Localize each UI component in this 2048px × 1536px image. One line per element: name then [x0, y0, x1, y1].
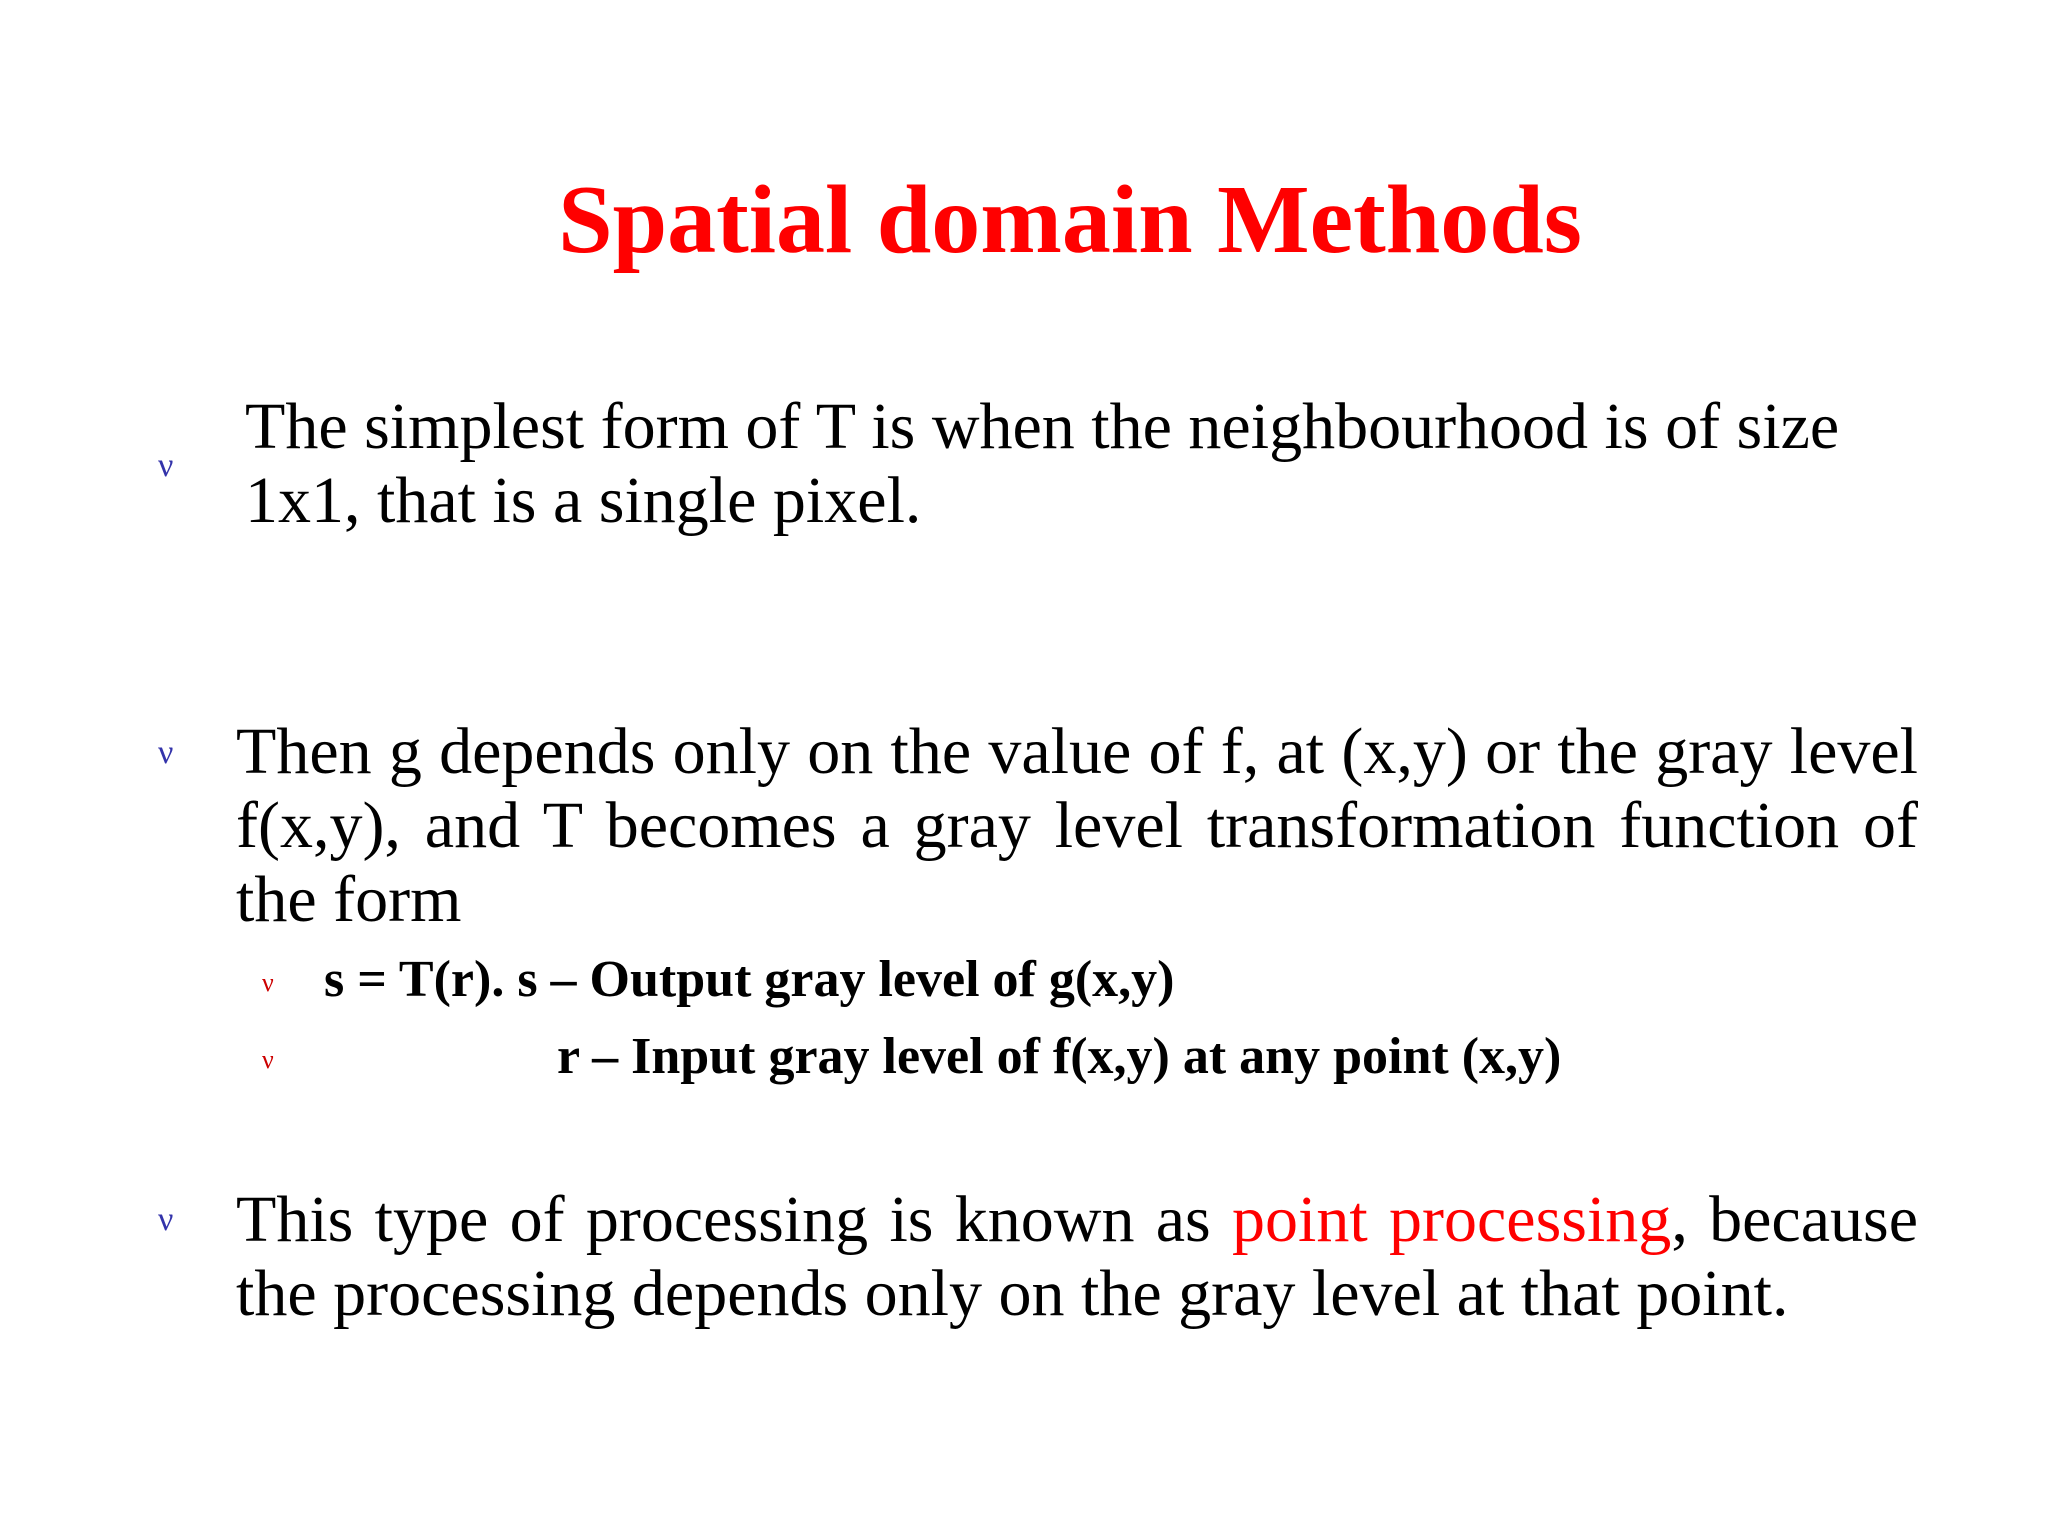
point-3-text-before: This type of processing is known as — [236, 1183, 1233, 1256]
point-1-line-1: The simplest form of T is when the neighbourhood is of size — [245, 390, 1840, 463]
point-3-text — [236, 1183, 1918, 1331]
point-2-text: Then g depends only on the value of f, at (x,y) or the gray level f(x,y), and T becomes a gray level transformation function of the form — [236, 715, 1918, 936]
bullet-icon: ν — [158, 734, 174, 771]
sub-bullet-icon: ν — [262, 1045, 274, 1074]
sub-item-2: r – Input gray level of f(x,y) at any point (x,y) — [557, 1028, 1562, 1085]
point-processing-highlight: point processing — [1232, 1183, 1672, 1256]
point-1-line-2: 1x1, that is a single pixel. — [245, 464, 922, 537]
sub-bullet-icon: ν — [262, 968, 274, 997]
bullet-icon: ν — [158, 1201, 174, 1238]
point-3-text-after: , because the processing depends only on the gray level at that point. — [236, 1183, 1918, 1330]
slide-title: Spatial domain Methods — [558, 166, 1582, 274]
bullet-icon: ν — [158, 447, 174, 484]
point-1-text — [245, 390, 1945, 538]
sub-item-1: s = T(r). s – Output gray level of g(x,y) — [324, 951, 1175, 1008]
